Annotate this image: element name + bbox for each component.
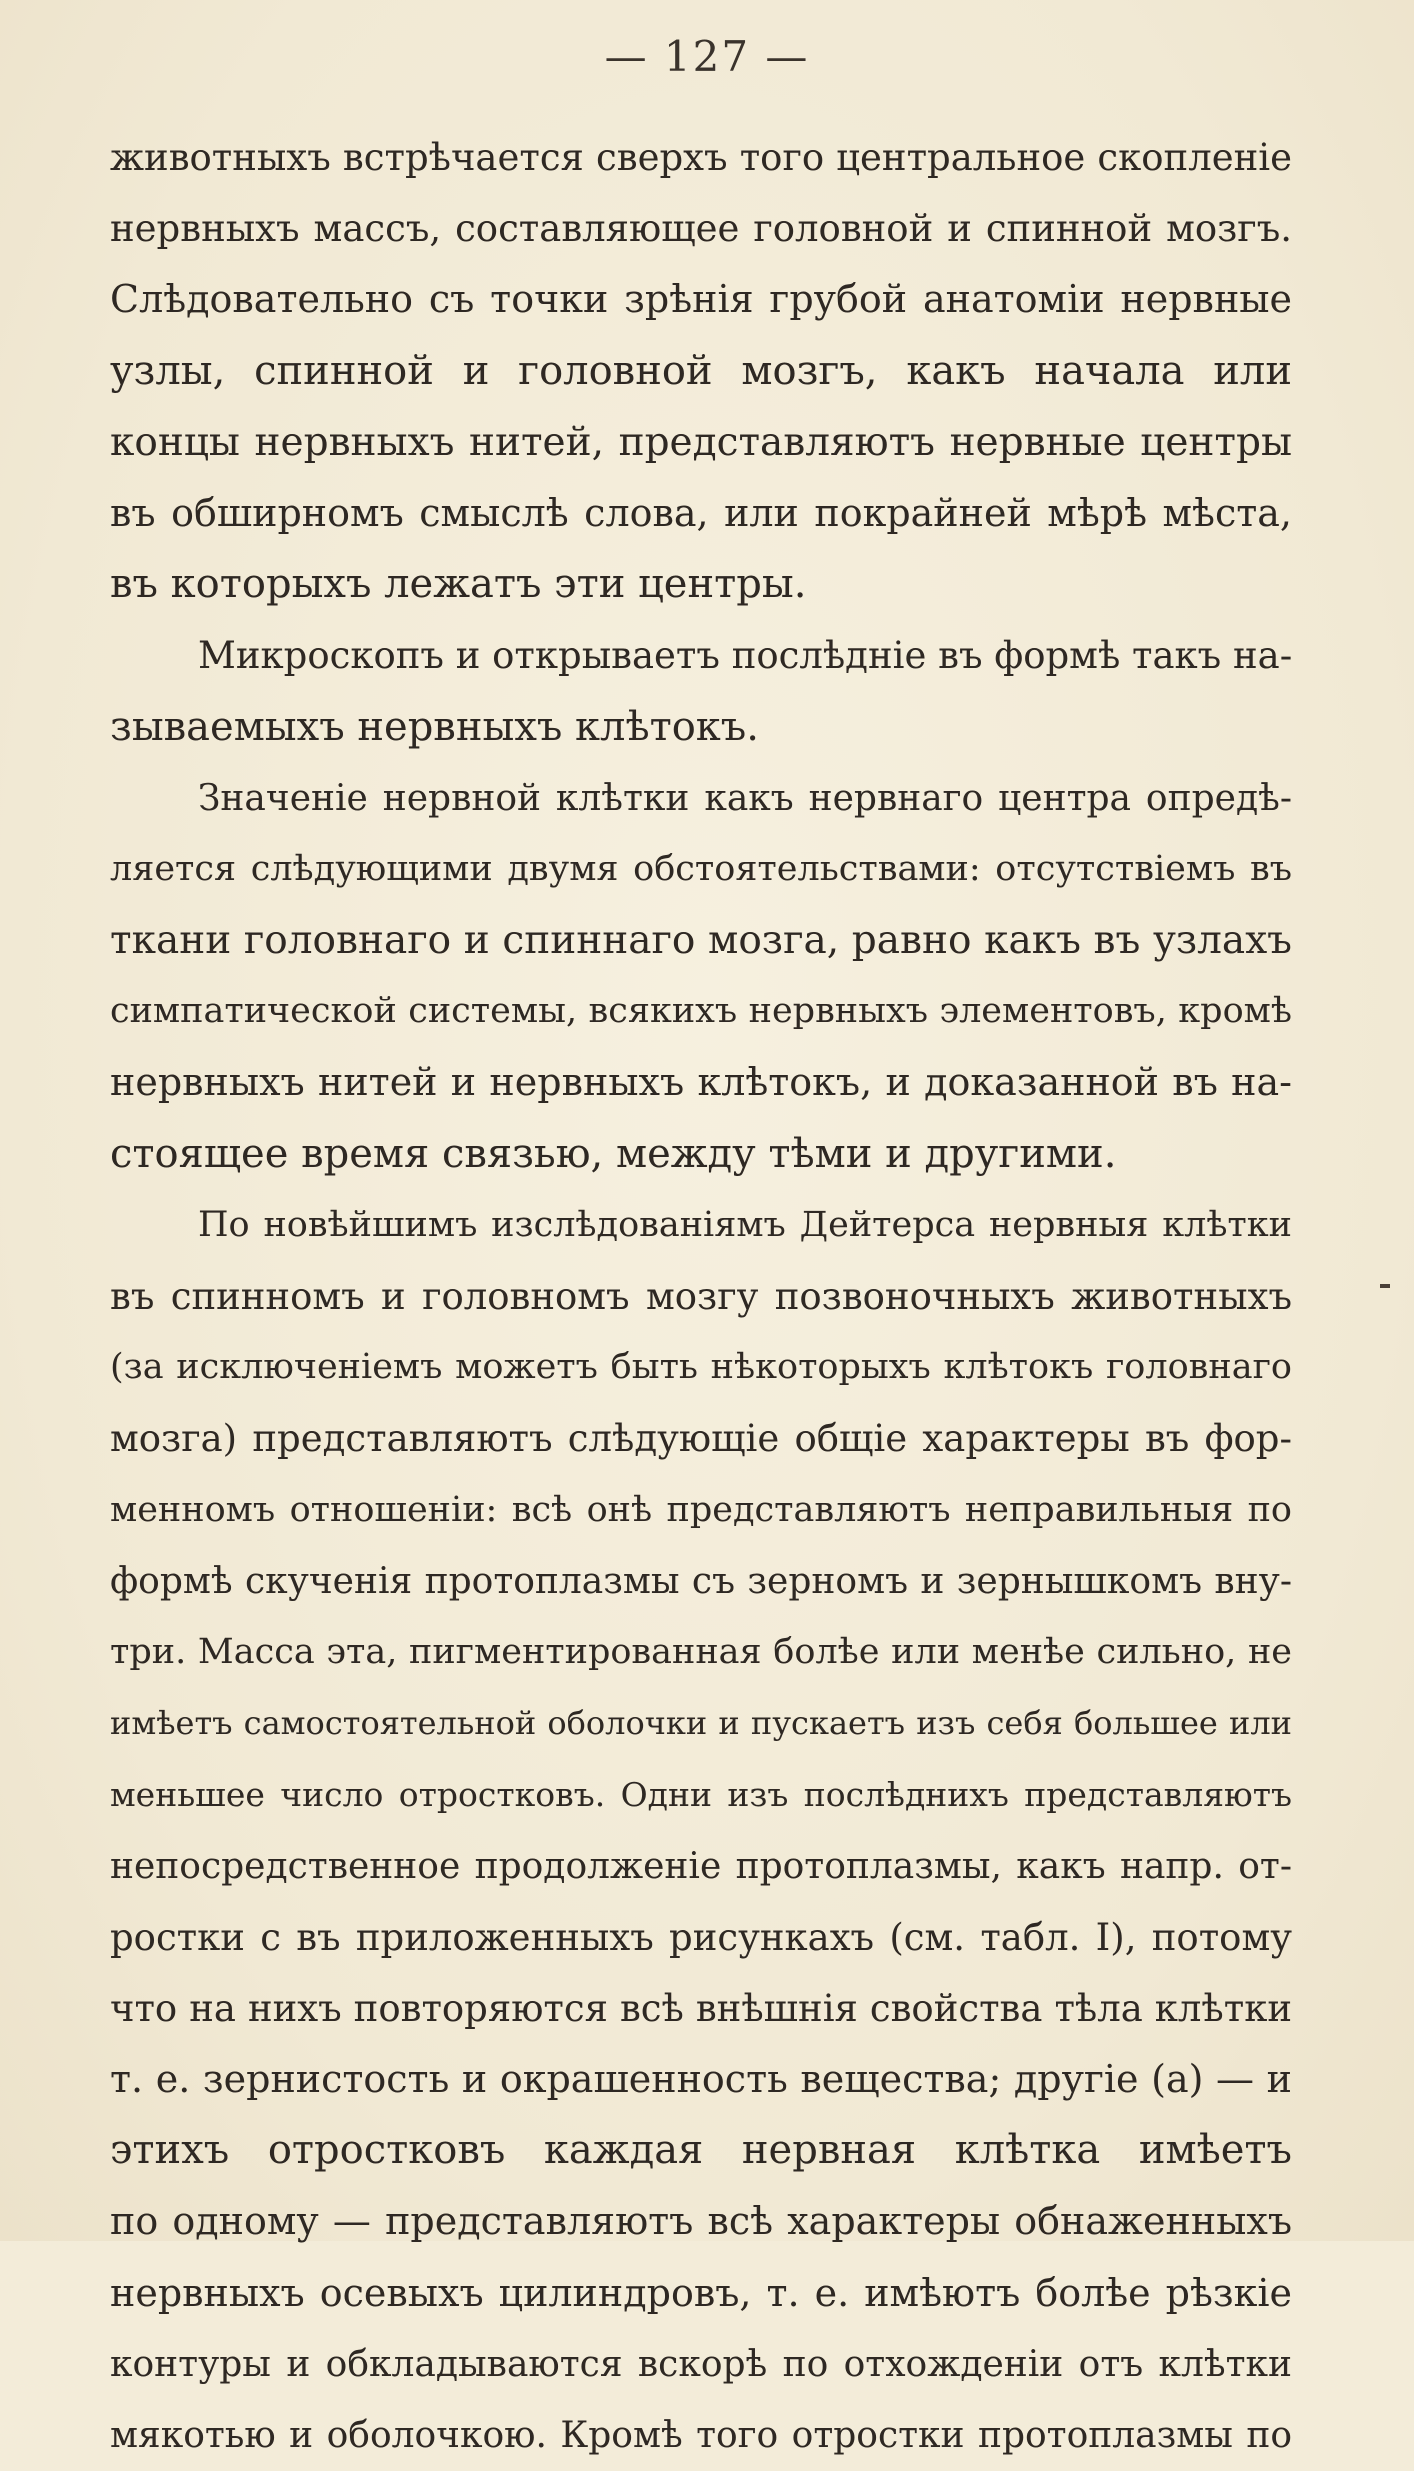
text-line: ткани головнаго и спиннаго мозга, равно какъ въ узлахъ [110, 918, 1292, 964]
text-line: животныхъ встрѣчается сверхъ того центральное скопленіе [110, 136, 1292, 179]
text-line: имѣетъ самостоятельной оболочки и пускаетъ изъ себя большее или [110, 1704, 1292, 1743]
text-line: Слѣдовательно съ точки зрѣнія грубой анатоміи нервные [110, 277, 1292, 322]
text-line: ростки с въ приложенныхъ рисункахъ (см. табл. I), потому [110, 1915, 1292, 1959]
text-line: т. е. зернистость и окрашенность вещества; другіе (а) — и [110, 2057, 1292, 2102]
text-line: Микроскопъ и открываетъ послѣдніе въ формѣ такъ на- [198, 634, 1292, 678]
text-line: концы нервныхъ нитей, представляютъ нервные центры [110, 419, 1292, 465]
text-line: мякотью и оболочкою. Кромѣ того отростки протоплазмы по [110, 2415, 1292, 2456]
text-line: формѣ скученія протоплазмы съ зерномъ и зернышкомъ вну- [110, 1560, 1292, 1602]
text-line: менномъ отношеніи: всѣ онѣ представляютъ неправильныя по [110, 1489, 1292, 1530]
page-number: — 127 — [604, 32, 810, 81]
text-line: нервныхъ осевыхъ цилиндровъ, т. е. имѣютъ болѣе рѣзкіе [110, 2270, 1292, 2315]
text-line: стоящее время связью, между тѣми и другими. [110, 1130, 1117, 1177]
text-line: въ спинномъ и головномъ мозгу позвоночныхъ животныхъ [110, 1275, 1292, 1318]
text-line: зываемыхъ нервныхъ клѣтокъ. [110, 703, 759, 750]
text-line: нервныхъ нитей и нервныхъ клѣтокъ, и доказанной въ на- [110, 1060, 1292, 1105]
text-line: въ которыхъ лежатъ эти центры. [110, 561, 807, 608]
text-line: узлы, спинной и головной мозгъ, какъ начала или [110, 347, 1292, 394]
text-line: что на нихъ повторяются всѣ внѣшнія свойства тѣла клѣтки [110, 1986, 1292, 2030]
text-line: симпатической системы, всякихъ нервныхъ элементовъ, кромѣ [110, 991, 1292, 1032]
margin-mark [1380, 1284, 1390, 1288]
text-line: этихъ отростковъ каждая нервная клѣтка имѣетъ [110, 2127, 1292, 2174]
text-line: По новѣйшимъ изслѣдованіямъ Дейтерса нервныя клѣтки [198, 1204, 1292, 1245]
text-line: нервныхъ массъ, составляющее головной и спинной мозгъ. [110, 207, 1292, 251]
text-line: въ обширномъ смыслѣ слова, или покрайней мѣрѣ мѣста, [110, 490, 1292, 535]
text-line: (за исключеніемъ можетъ быть нѣкоторыхъ клѣтокъ головнаго [110, 1347, 1292, 1388]
text-line: Значеніе нервной клѣтки какъ нервнаго центра опредѣ- [198, 777, 1292, 819]
text-line: ляется слѣдующими двумя обстоятельствами: отсутствіемъ въ [110, 848, 1292, 889]
text-line: по одному — представляютъ всѣ характеры обнаженныхъ [110, 2199, 1292, 2244]
text-line: меньшее число отростковъ. Одни изъ послѣднихъ представляютъ [110, 1775, 1292, 1815]
body-text [110, 122, 1292, 2471]
text-line: мозга) представляютъ слѣдующіе общіе характеры въ фор- [110, 1417, 1292, 1461]
text-line: три. Масса эта, пигментированная болѣе или менѣе сильно, не [110, 1631, 1292, 1672]
text-line: контуры и обкладываются вскорѣ по отхожденіи отъ клѣтки [110, 2343, 1292, 2385]
text-line: непосредственное продолженіе протоплазмы, какъ напр. от- [110, 1845, 1292, 1887]
